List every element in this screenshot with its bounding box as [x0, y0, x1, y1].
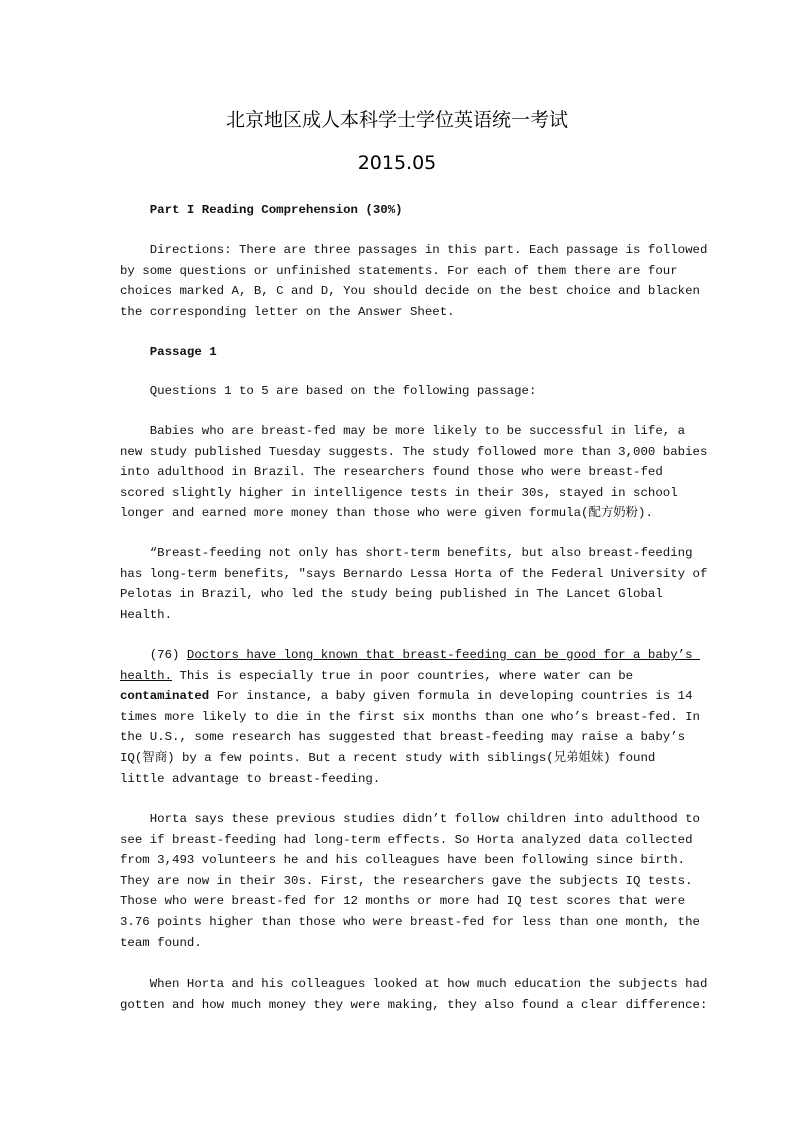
text-line: health. This is especially true in poor countries, where water can be [120, 668, 634, 683]
passage-paragraph-1 [120, 421, 708, 524]
text-line: has long-term benefits, ″says Bernardo Lessa Horta of the Federal University of [120, 566, 708, 581]
text-line: contaminated For instance, a baby given formula in developing countries is 14 [120, 689, 693, 704]
text-line: They are now in their 30s. First, the researchers gave the subjects IQ tests. [120, 873, 693, 888]
text-line: Horta says these previous studies didn’t follow children into adulthood to [120, 812, 700, 826]
text-line: times more likely to die in the first six months than one who’s breast-fed. In [120, 709, 700, 724]
underlined-sentence-end: health. [120, 668, 173, 683]
passage-heading-text: Passage 1 [149, 345, 217, 359]
text-line: little advantage to breast-feeding. [120, 771, 381, 786]
bold-term: contaminated [120, 689, 210, 704]
passage-paragraph-2 [120, 543, 708, 625]
text-line: choices marked A, B, C and D, You should decide on the best choice and blacken [120, 284, 700, 299]
passage-paragraph-5 [120, 974, 708, 1015]
text-line: scored slightly higher in intelligence tests in their 30s, stayed in school [120, 485, 678, 500]
underlined-sentence: Doctors have long known that breast-feeding can be good for a baby’s [186, 648, 700, 662]
text-line: new study published Tuesday suggests. The study followed more than 3,000 babies [120, 444, 708, 459]
question-number: (76) [120, 648, 187, 662]
part-heading-text: Part I Reading Comprehension (30%) [149, 203, 403, 217]
text-line: Pelotas in Brazil, who led the study being published in The Lancet Global [120, 587, 663, 602]
text-line: Directions: There are three passages in this part. Each passage is followed [120, 243, 708, 257]
text-line: see if breast-feeding had long-term effects. So Horta analyzed data collected [120, 832, 693, 847]
text-line: the U.S., some research has suggested that breast-feeding may raise a baby’s [120, 730, 686, 745]
text-line: IQ(智商) by a few points. But a recent study with siblings(兄弟姐妹) found [120, 750, 656, 765]
text-line: from 3,493 volunteers he and his colleagues have been following since birth. [120, 853, 686, 868]
text-line: Babies who are breast-fed may be more likely to be successful in life, a [120, 424, 686, 438]
text-line: into adulthood in Brazil. The researchers found those who were breast-fed [120, 465, 663, 480]
exam-date: 2015.05 [357, 152, 437, 174]
directions-paragraph [120, 240, 708, 322]
exam-title: 北京地区成人本科学士学位英语统一考试 [225, 109, 568, 131]
text-line: Those who were breast-fed for 12 months or more had IQ test scores that were [120, 894, 686, 909]
text-line: Questions 1 to 5 are based on the following passage: [120, 384, 537, 398]
passage-heading [120, 342, 680, 363]
part-heading [120, 200, 680, 221]
text-line: When Horta and his colleagues looked at how much education the subjects had [120, 977, 708, 991]
text-line: by some questions or unfinished statements. For each of them there are four [120, 263, 678, 278]
text-line: the corresponding letter on the Answer Sheet. [120, 304, 455, 319]
questions-intro [120, 381, 680, 402]
text-line [120, 645, 700, 666]
text-line: 3.76 points higher than those who were breast-fed for less than one month, the [120, 914, 700, 929]
text-line: Health. [120, 607, 173, 622]
text-line: longer and earned more money than those who were given formula(配方奶粉). [120, 506, 653, 521]
passage-paragraph-4 [120, 809, 700, 953]
text-line: gotten and how much money they were making, they also found a clear difference: [120, 997, 708, 1012]
passage-paragraph-3 [120, 645, 700, 789]
text-line: team found. [120, 935, 202, 950]
text-line: “Breast-feeding not only has short-term benefits, but also breast-feeding [120, 546, 693, 560]
